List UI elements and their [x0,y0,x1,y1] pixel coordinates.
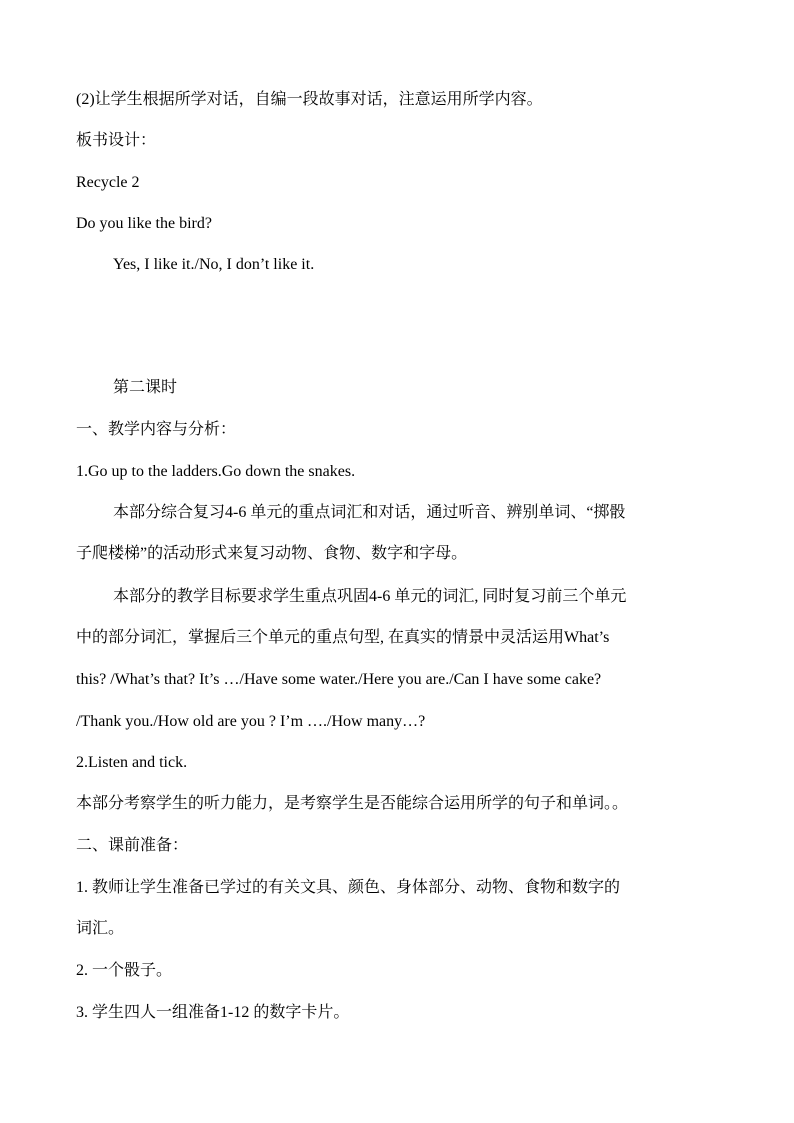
lesson-title: 第二课时 [113,379,178,396]
board-recycle-title: Recycle 2 [76,174,140,191]
item-heading-1: 1.Go up to the ladders.Go down the snakes. [76,463,356,480]
prep-item-3: 3. 学生四人一组准备1-12 的数字卡片。 [76,1004,350,1021]
paragraph-task-2: (2)让学生根据所学对话，自编一段故事对话，注意运用所学内容。 [76,91,543,108]
paragraph-goals-line-2: 中的部分词汇，掌握后三个单元的重点句型, 在真实的情景中灵活运用What’s [76,629,610,646]
heading-board-design: 板书设计： [76,132,157,149]
section-heading-content: 一、教学内容与分析： [76,421,237,438]
paragraph-goals-line-1: 本部分的教学目标要求学生重点巩固4-6 单元的词汇, 同时复习前三个单元 [113,588,627,605]
paragraph-listening: 本部分考察学生的听力能力，是考察学生是否能综合运用所学的句子和单词。。 [76,795,629,812]
paragraph-goals-line-3: this? /What’s that? It’s …/Have some water./Here you are./Can I have some cake? [76,671,602,688]
prep-item-1-line-1: 1. 教师让学生准备已学过的有关文具、颜色、身体部分、动物、食物和数字的 [76,879,621,896]
board-question: Do you like the bird? [76,215,212,232]
board-answer: Yes, I like it./No, I don’t like it. [113,256,315,273]
paragraph-goals-line-4: /Thank you./How old are you ? I’m …./How many…? [76,713,426,730]
section-heading-preparation: 二、课前准备： [76,837,189,854]
prep-item-2: 2. 一个骰子。 [76,962,173,979]
paragraph-review-line-2: 子爬楼梯”的活动形式来复习动物、食物、数字和字母。 [76,545,468,562]
item-heading-2: 2.Listen and tick. [76,754,188,771]
paragraph-review-line-1: 本部分综合复习4-6 单元的重点词汇和对话，通过听音、辨别单词、“掷骰 [113,504,626,521]
prep-item-1-line-2: 词汇。 [76,920,125,937]
